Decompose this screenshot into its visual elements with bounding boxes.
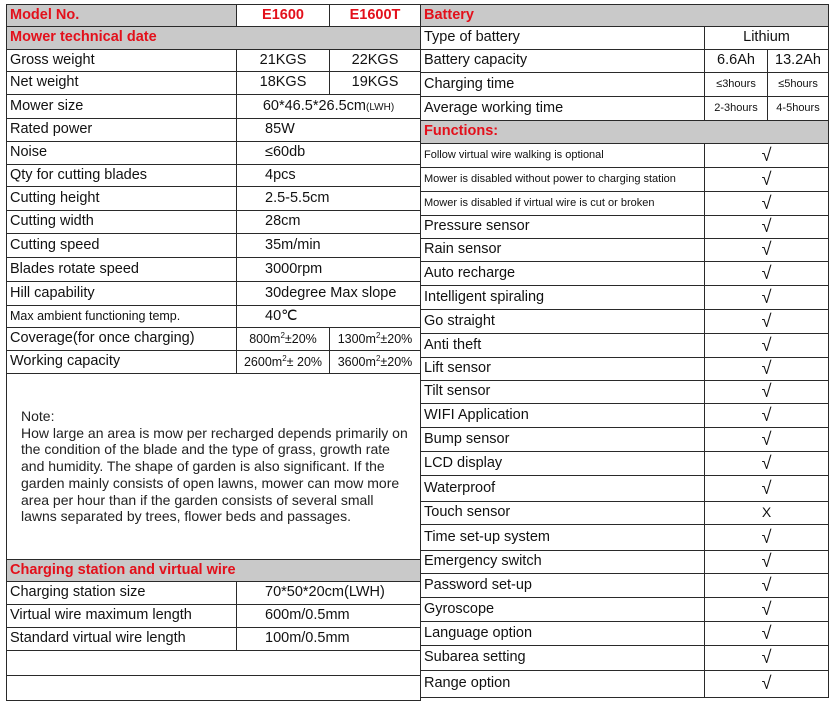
- checkmark-icon: √: [705, 144, 829, 168]
- mower-size-dim: 60*46.5*26.5cm: [262, 97, 367, 114]
- station-value: 600m/0.5mm: [237, 605, 421, 628]
- spec-label: Cutting width: [7, 211, 237, 234]
- checkmark-icon: √: [705, 452, 829, 476]
- charging-time-b: ≤5hours: [768, 73, 829, 97]
- checkmark-icon: √: [705, 574, 829, 598]
- working-time-label: Average working time: [421, 97, 705, 121]
- empty-row: [7, 676, 421, 701]
- function-label: WIFI Application: [421, 404, 705, 428]
- spec-label: Rated power: [7, 119, 237, 142]
- spec-value: 85W: [237, 119, 421, 142]
- table-row: [7, 328, 421, 351]
- spec-value: 2.5-5.5cm: [237, 187, 421, 211]
- function-label: Touch sensor: [421, 502, 705, 525]
- function-label: LCD display: [421, 452, 705, 476]
- table-row: [7, 211, 421, 234]
- working-time-b: 4-5hours: [768, 97, 829, 121]
- spec-value: 28cm: [237, 211, 421, 234]
- table-row: [7, 187, 421, 211]
- table-row: [421, 50, 829, 73]
- station-label: Charging station size: [7, 582, 237, 605]
- function-row: [421, 452, 829, 476]
- charging-time-a: ≤3hours: [705, 73, 768, 97]
- checkmark-icon: √: [705, 671, 829, 698]
- checkmark-icon: √: [705, 310, 829, 334]
- checkmark-icon: √: [705, 286, 829, 310]
- table-row: [421, 27, 829, 50]
- table-row: [7, 351, 421, 374]
- note-cell: [7, 374, 421, 560]
- mower-size-unit: (LWH): [366, 101, 395, 113]
- function-label: Tilt sensor: [421, 381, 705, 404]
- function-label: Language option: [421, 622, 705, 646]
- battery-type-label: Type of battery: [421, 27, 705, 50]
- function-label: Mower is disabled without power to charging station: [421, 168, 705, 192]
- station-label: Standard virtual wire length: [7, 628, 237, 651]
- table-row: [421, 73, 829, 97]
- working-b: [330, 351, 421, 374]
- spec-label: Cutting height: [7, 187, 237, 211]
- table-row: [7, 628, 421, 651]
- function-row: [421, 262, 829, 286]
- function-row: [421, 358, 829, 381]
- function-label: Anti theft: [421, 334, 705, 358]
- checkmark-icon: √: [705, 525, 829, 551]
- table-row: [7, 165, 421, 187]
- coverage-b-sup: 2: [375, 330, 381, 340]
- mower-spec-table: [6, 4, 421, 701]
- function-row: [421, 598, 829, 622]
- function-label: Gyroscope: [421, 598, 705, 622]
- battery-functions-table: [420, 4, 829, 698]
- section-row: [421, 121, 829, 144]
- spec-value: 3000rpm: [237, 258, 421, 282]
- function-row: [421, 216, 829, 239]
- checkmark-icon: √: [705, 381, 829, 404]
- checkmark-icon: √: [705, 598, 829, 622]
- working-b-sup: 2: [375, 353, 381, 363]
- table-row: [7, 605, 421, 628]
- spec-label: Noise: [7, 142, 237, 165]
- spec-value: 40℃: [237, 306, 421, 328]
- empty-cell: [7, 651, 421, 676]
- working-a-num: 2600m: [243, 354, 283, 369]
- table-row: [7, 50, 421, 72]
- empty-cell: [7, 676, 421, 701]
- net-weight-b: 19KGS: [330, 72, 421, 95]
- function-row: [421, 574, 829, 598]
- function-row: [421, 239, 829, 262]
- function-label: Rain sensor: [421, 239, 705, 262]
- function-row: [421, 310, 829, 334]
- function-label: Intelligent spiraling: [421, 286, 705, 310]
- station-label: Virtual wire maximum length: [7, 605, 237, 628]
- checkmark-icon: √: [705, 216, 829, 239]
- empty-row: [7, 651, 421, 676]
- checkmark-icon: √: [705, 476, 829, 502]
- function-label: Lift sensor: [421, 358, 705, 381]
- working-label: Working capacity: [7, 351, 237, 374]
- station-value: 100m/0.5mm: [237, 628, 421, 651]
- function-label: Emergency switch: [421, 551, 705, 574]
- working-b-rest: ±20%: [380, 354, 413, 369]
- section-row: [7, 560, 421, 582]
- spec-label: Qty for cutting blades: [7, 165, 237, 187]
- spec-label: Cutting speed: [7, 234, 237, 258]
- checkmark-icon: √: [705, 551, 829, 574]
- working-time-a: 2-3hours: [705, 97, 768, 121]
- table-row: [421, 97, 829, 121]
- cross-icon: X: [705, 502, 829, 525]
- function-label: Auto recharge: [421, 262, 705, 286]
- mower-section-title: Mower technical date: [7, 27, 421, 50]
- function-label: Range option: [421, 671, 705, 698]
- working-a-rest: ± 20%: [286, 354, 323, 369]
- battery-capacity-b: 13.2Ah: [768, 50, 829, 73]
- charging-time-label: Charging time: [421, 73, 705, 97]
- gross-weight-b: 22KGS: [330, 50, 421, 72]
- coverage-b: [330, 328, 421, 351]
- section-row: [7, 27, 421, 50]
- coverage-a-num: 800m: [249, 331, 281, 346]
- coverage-label: Coverage(for once charging): [7, 328, 237, 351]
- table-row: [7, 234, 421, 258]
- functions-section-title: Functions:: [421, 121, 829, 144]
- functions-list: [421, 144, 829, 698]
- function-row: [421, 646, 829, 671]
- function-label: Waterproof: [421, 476, 705, 502]
- working-a: [237, 351, 330, 374]
- model-header-row: [7, 5, 421, 27]
- function-row: [421, 192, 829, 216]
- note-title: Note:: [21, 407, 55, 424]
- net-weight-a: 18KGS: [237, 72, 330, 95]
- function-row: [421, 286, 829, 310]
- mower-size-value: [237, 95, 421, 119]
- function-row: [421, 381, 829, 404]
- function-row: [421, 428, 829, 452]
- coverage-a-rest: ±20%: [284, 331, 317, 346]
- function-row: [421, 622, 829, 646]
- function-row: [421, 476, 829, 502]
- model-e1600: E1600: [237, 5, 330, 27]
- net-weight-label: Net weight: [7, 72, 237, 95]
- function-label: Mower is disabled if virtual wire is cut or broken: [421, 192, 705, 216]
- table-row: [7, 95, 421, 119]
- note-row: [7, 374, 421, 560]
- checkmark-icon: √: [705, 622, 829, 646]
- function-label: Subarea setting: [421, 646, 705, 671]
- function-label: Go straight: [421, 310, 705, 334]
- checkmark-icon: √: [705, 262, 829, 286]
- spec-value: ≤60db: [237, 142, 421, 165]
- function-row: [421, 144, 829, 168]
- function-row: [421, 525, 829, 551]
- function-row: [421, 168, 829, 192]
- coverage-a-sup: 2: [280, 330, 285, 340]
- station-value: 70*50*20cm(LWH): [237, 582, 421, 605]
- checkmark-icon: √: [705, 646, 829, 671]
- spec-value: 4pcs: [237, 165, 421, 187]
- table-row: [7, 282, 421, 306]
- table-row: [7, 306, 421, 328]
- checkmark-icon: √: [705, 192, 829, 216]
- table-row: [7, 142, 421, 165]
- checkmark-icon: √: [705, 334, 829, 358]
- function-label: Password set-up: [421, 574, 705, 598]
- spec-value: 30degree Max slope: [237, 282, 421, 306]
- station-section-title: Charging station and virtual wire: [7, 560, 421, 582]
- battery-capacity-a: 6.6Ah: [705, 50, 768, 73]
- spec-value: 35m/min: [237, 234, 421, 258]
- function-row: [421, 551, 829, 574]
- battery-type-value: Lithium: [705, 27, 829, 50]
- checkmark-icon: √: [705, 404, 829, 428]
- model-e1600t: E1600T: [330, 5, 421, 27]
- gross-weight-label: Gross weight: [7, 50, 237, 72]
- coverage-b-rest: ±20%: [380, 331, 413, 346]
- function-row: [421, 334, 829, 358]
- section-row: [421, 5, 829, 27]
- checkmark-icon: √: [705, 168, 829, 192]
- table-row: [7, 582, 421, 605]
- coverage-b-num: 1300m: [337, 331, 376, 346]
- working-b-num: 3600m: [337, 354, 376, 369]
- gross-weight-a: 21KGS: [237, 50, 330, 72]
- spec-label: Max ambient functioning temp.: [7, 306, 237, 328]
- table-row: [7, 258, 421, 282]
- note-text: How large an area is mow per recharged depends primarily on the condition of the blade and the type of grass, growth rate and humidity. The shape of garden is also significant. If the garden mainly consists of open lawns, mower can mow more area per hour than if the garden consists of several small lawns separated by trees, flower beds and passages.: [21, 424, 408, 525]
- battery-section-title: Battery: [421, 5, 829, 27]
- checkmark-icon: √: [705, 428, 829, 452]
- function-row: [421, 671, 829, 698]
- function-label: Follow virtual wire walking is optional: [421, 144, 705, 168]
- table-row: [7, 119, 421, 142]
- table-row: [7, 72, 421, 95]
- spec-label: Hill capability: [7, 282, 237, 306]
- checkmark-icon: √: [705, 239, 829, 262]
- coverage-a: [237, 328, 330, 351]
- function-label: Bump sensor: [421, 428, 705, 452]
- function-row: [421, 502, 829, 525]
- mower-size-label: Mower size: [7, 95, 237, 119]
- spec-label: Blades rotate speed: [7, 258, 237, 282]
- checkmark-icon: √: [705, 358, 829, 381]
- working-a-sup: 2: [282, 353, 287, 363]
- function-row: [421, 404, 829, 428]
- function-label: Time set-up system: [421, 525, 705, 551]
- model-label: Model No.: [7, 5, 237, 27]
- battery-capacity-label: Battery capacity: [421, 50, 705, 73]
- function-label: Pressure sensor: [421, 216, 705, 239]
